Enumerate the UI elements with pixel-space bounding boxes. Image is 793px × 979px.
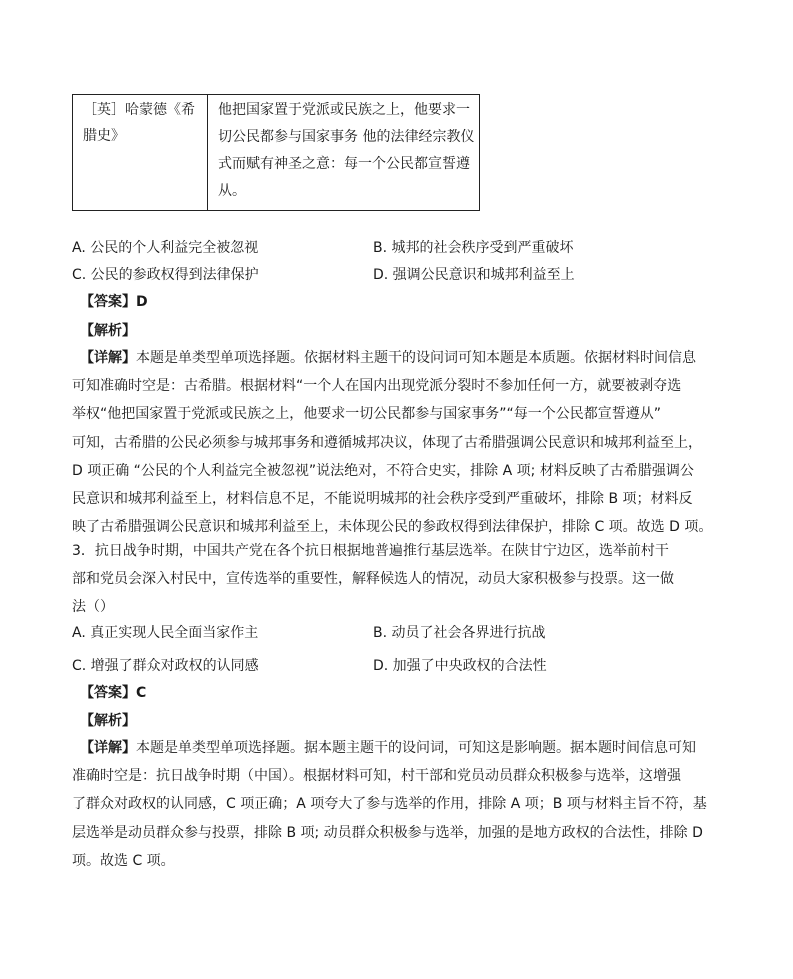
- detail-line: 映了古希腊强调公民意识和城邦利益至上，未体现公民的参政权得到法律保护，排除 C 项。故选 D 项。: [72, 519, 713, 536]
- answer-value: D: [136, 294, 148, 310]
- detail-line: D 项正确 “公民的个人利益完全被忽视”说法绝对，不符合史实，排除 A 项; 材料反映了古希腊强调公: [72, 462, 694, 479]
- detail-line: 准确时空是：抗日战争时期（中国）。根据材料可知，村干部和党员动员群众积极参与选举，这增强: [72, 768, 681, 785]
- q3-option-c[interactable]: C. 增强了群众对政权的认同感: [72, 658, 259, 674]
- q2-analysis-tag: [80, 320, 136, 340]
- detail-line: 举权“他把国家置于党派或民族之上，他要求一切公民都参与国家事务”“每一个公民都宣誓遵从”: [72, 406, 662, 423]
- stem-line: 3．抗日战争时期，中国共产党在各个抗日根据地普遍推行基层选举。在陕甘宁边区，选举前村干: [72, 543, 669, 559]
- q3-option-b[interactable]: B. 动员了社会各界进行抗战: [373, 625, 546, 641]
- detail-line: 了群众对政权的认同感，C 项正确；A 项夸大了参与选举的作用，排除 A 项；B 项与材料主旨不符，基: [72, 796, 707, 813]
- detail-line: 项。故选 C 项。: [72, 852, 175, 869]
- answer-tag: 【答案】: [80, 294, 136, 310]
- detail-line: 民意识和城邦利益至上，材料信息不足，不能说明城邦的社会秩序受到严重破坏，排除 B 项；材料反: [72, 491, 693, 508]
- detail-tag: 【详解】: [80, 740, 136, 756]
- q2-option-b[interactable]: B. 城邦的社会秩序受到严重破坏: [373, 240, 574, 256]
- q2-option-c[interactable]: C. 公民的参政权得到法律保护: [72, 267, 259, 283]
- analysis-tag: 【解析】: [80, 323, 136, 339]
- q3-option-d[interactable]: D. 加强了中央政权的合法性: [373, 658, 547, 674]
- detail-line: 【详解】本题是单类型单项选择题。依据材料主题干的设问词可知本题是本质题。依据材料时间信息: [80, 350, 696, 366]
- q3-option-a[interactable]: A. 真正实现人民全面当家作主: [72, 625, 259, 641]
- q3-analysis-tag: [80, 710, 136, 730]
- answer-tag: 【答案】: [80, 685, 136, 701]
- q3-answer: [80, 682, 146, 702]
- detail-line: 层选举是动员群众参与投票，排除 B 项; 动员群众积极参与选举，加强的是地方政权的合法性，排除 D: [72, 824, 703, 841]
- q2-option-a[interactable]: A. 公民的个人利益完全被忽视: [72, 240, 259, 256]
- source-cell: ［英］哈蒙德《希腊史》: [73, 95, 208, 210]
- q3-stem: [72, 537, 700, 621]
- q2-option-d[interactable]: D. 强调公民意识和城邦利益至上: [373, 267, 575, 283]
- quote-cell: 他把国家置于党派或民族之上，他要求一切公民都参与国家事务 他的法律经宗教仪式而赋有神圣之意：每一个公民都宣誓遵从。: [218, 102, 475, 199]
- q2-answer: [80, 291, 148, 311]
- stem-line: 部和党员会深入村民中，宣传选举的重要性，解释候选人的情况，动员大家积极参与投票。这一做: [72, 571, 674, 587]
- detail-line: 【详解】本题是单类型单项选择题。据本题主题干的设问词，可知这是影响题。据本题时间信息可知: [80, 740, 696, 756]
- detail-line: 可知，古希腊的公民必须参与城邦事务和遵循城邦决议，体现了古希腊强调公民意识和城邦利益至上，: [72, 434, 702, 451]
- stem-line: 法（）: [72, 599, 114, 615]
- analysis-tag: 【解析】: [80, 713, 136, 729]
- q2-detail: [72, 344, 713, 541]
- source-table: [72, 94, 480, 211]
- q3-detail: [72, 734, 707, 875]
- detail-line: 可知准确时空是：古希腊。根据材料“一个人在国内出现党派分裂时不参加任何一方，就要被剥夺选: [72, 378, 682, 395]
- detail-tag: 【详解】: [80, 350, 136, 366]
- answer-value: C: [136, 685, 147, 701]
